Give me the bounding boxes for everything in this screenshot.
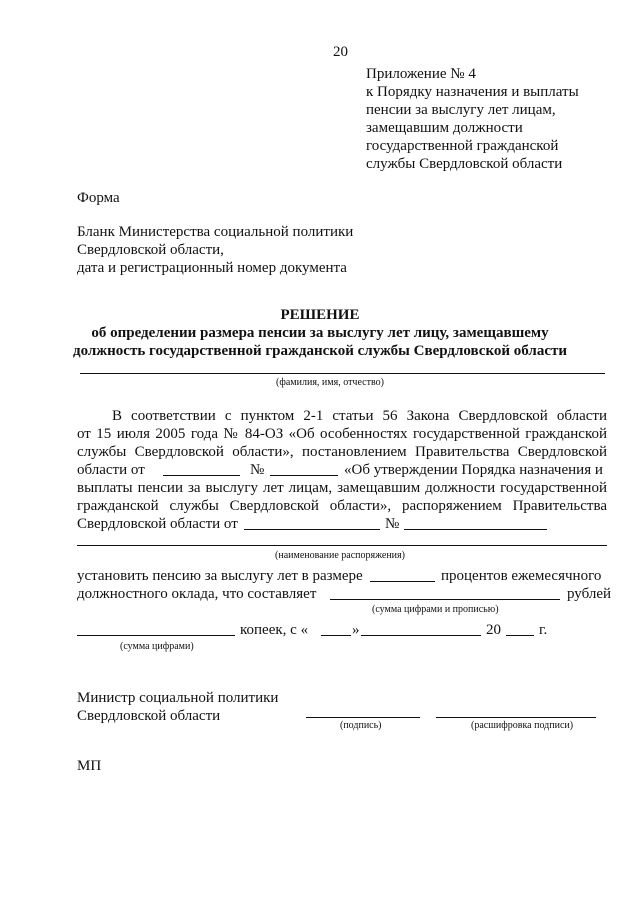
resolution-date-field[interactable]	[163, 475, 240, 476]
start-day-field[interactable]	[321, 635, 351, 636]
establish-text: 20	[486, 622, 501, 638]
appendix-line: пенсии за выслугу лет лицам,	[366, 102, 556, 118]
form-label: Форма	[77, 190, 120, 206]
amount-digits-hint: (сумма цифрами)	[120, 641, 194, 652]
rubles-label: рублей	[567, 586, 612, 602]
document-subtitle-line: должность государственной гражданской службы Свердловской области	[72, 343, 567, 359]
establish-text: установить пенсию за выслугу лет в размере	[77, 568, 363, 584]
amount-rubles-field[interactable]	[330, 599, 560, 600]
signature-hint: (подпись)	[340, 720, 382, 731]
blank-line: Бланк Министерства социальной политики	[77, 224, 354, 240]
body-line: выплаты пенсии за выслугу лет лицам, замещавшим должности государственной	[77, 480, 607, 496]
resolution-number-field[interactable]	[270, 475, 338, 476]
body-line: службы Свердловской области», постановлением Правительства Свердловской	[77, 444, 607, 460]
body-text: области от	[77, 462, 145, 478]
body-text: №	[250, 462, 265, 478]
order-name-hint: (наименование распоряжения)	[275, 550, 405, 561]
establish-text: процентов ежемесячного	[441, 568, 602, 584]
page-number: 20	[333, 44, 348, 60]
appendix-line: замещавшим должности	[366, 120, 523, 136]
fio-hint: (фамилия, имя, отчество)	[276, 377, 384, 388]
start-month-field[interactable]	[361, 635, 481, 636]
amount-words-hint: (сумма цифрами и прописью)	[372, 604, 499, 615]
establish-text: »	[352, 622, 360, 638]
body-line: от 15 июля 2005 года № 84-ОЗ «Об особенностях государственной гражданской	[77, 426, 607, 442]
body-text: Свердловской области от	[77, 516, 238, 532]
appendix-line: государственной гражданской	[366, 138, 559, 154]
fio-field-line[interactable]	[80, 373, 605, 374]
establish-text: должностного оклада, что составляет	[77, 586, 317, 602]
order-name-field-line[interactable]	[77, 545, 607, 546]
blank-line: дата и регистрационный номер документа	[77, 260, 347, 276]
blank-line: Свердловской области,	[77, 242, 224, 258]
signature-field[interactable]	[306, 717, 420, 718]
body-line: В соответствии с пунктом 2-1 статьи 56 Закона Свердловской области	[112, 408, 607, 424]
body-text: «Об утверждении Порядка назначения и	[344, 462, 603, 478]
order-number-field[interactable]	[404, 529, 547, 530]
stamp-label: МП	[77, 758, 102, 774]
order-date-field[interactable]	[244, 529, 380, 530]
signature-decoding-field[interactable]	[436, 717, 596, 718]
signature-title-line: Свердловской области	[77, 708, 221, 724]
appendix-line: к Порядку назначения и выплаты	[366, 84, 579, 100]
body-line: гражданской службы Свердловской области», распоряжением Правительства	[77, 498, 607, 514]
establish-text: копеек, с «	[240, 622, 309, 638]
appendix-line: Приложение № 4	[366, 66, 476, 82]
body-text: №	[385, 516, 400, 532]
signature-decoding-hint: (расшифровка подписи)	[471, 720, 574, 731]
kopecks-field[interactable]	[77, 635, 235, 636]
document-title: РЕШЕНИЕ	[280, 307, 360, 323]
establish-text: г.	[539, 622, 548, 638]
percent-field[interactable]	[370, 581, 435, 582]
start-year-field[interactable]	[506, 635, 534, 636]
appendix-line: службы Свердловской области	[366, 156, 563, 172]
document-subtitle-line: об определении размера пенсии за выслугу лет лицу, замещавшему	[91, 325, 549, 341]
signature-title-line: Министр социальной политики	[77, 690, 279, 706]
